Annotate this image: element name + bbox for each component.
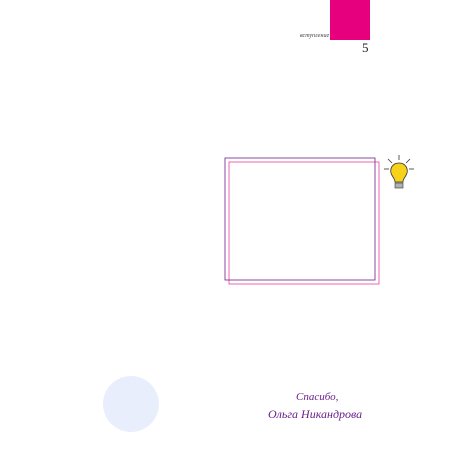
highlighted-questions <box>224 157 382 285</box>
page-number: 5 <box>362 40 369 55</box>
lightbulb-icon <box>384 155 414 191</box>
signature-thanks: Спасибо, <box>296 391 339 403</box>
signature-name: Ольга Никандрова <box>268 407 363 421</box>
question-box-outline <box>224 157 382 285</box>
reader-note-bubble <box>103 376 159 432</box>
pink-corner-tab <box>330 0 370 40</box>
section-title: вступление <box>300 33 330 39</box>
